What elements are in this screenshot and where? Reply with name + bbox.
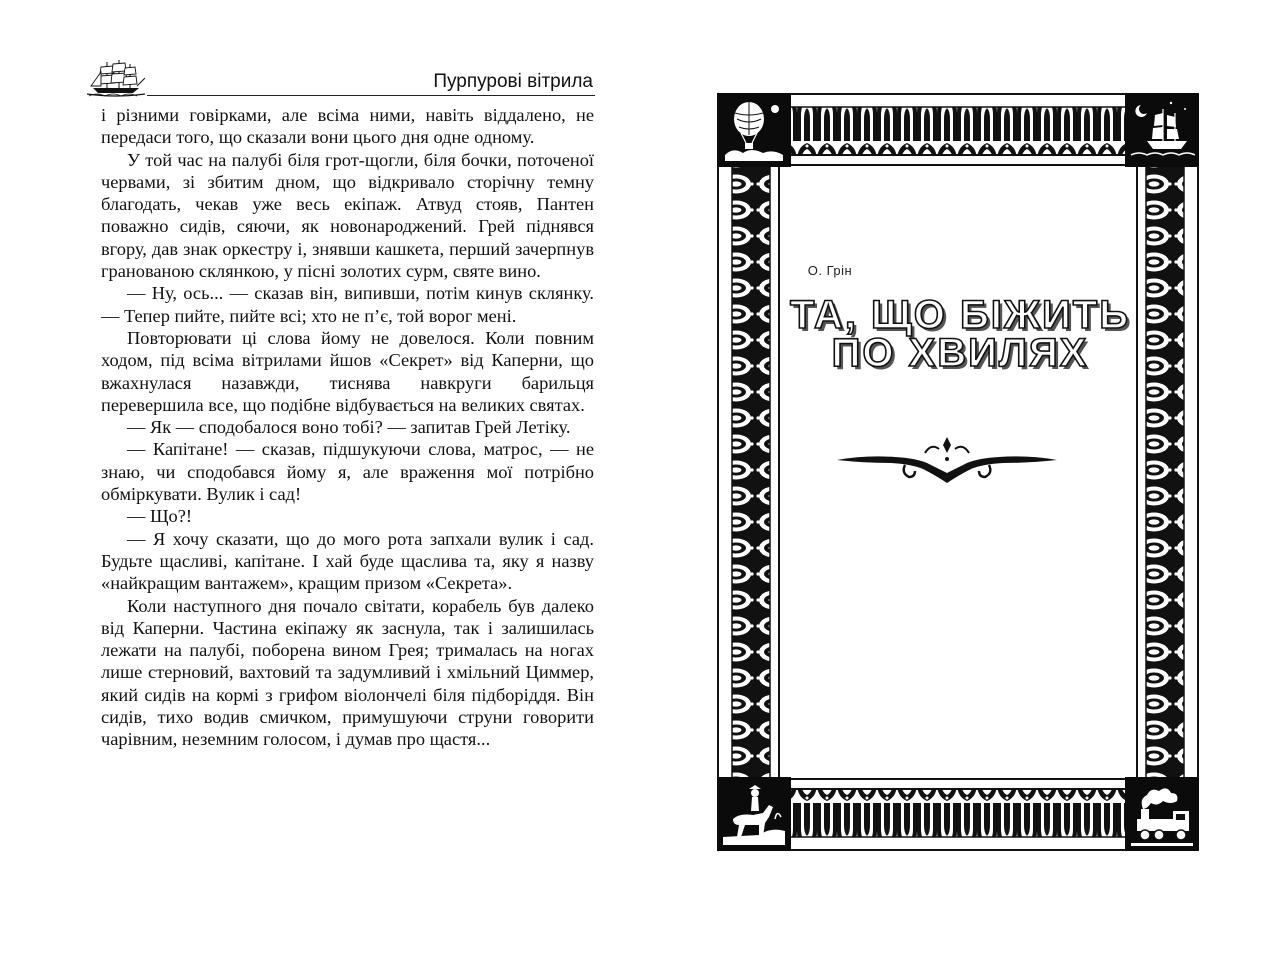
book-title [640, 293, 1280, 375]
paragraph: — Як — сподобалося воно тобі? — запитав Грей Летіку. [127, 417, 571, 438]
paragraph: Коли наступного дня почало світати, корабель був далеко від Каперни. Частина екіпажу як заснула, так і залишилась лежати на палубі, поборена вином Грея; трималась на ногах лише стерновий, вахтовий та задумливий і хмільний Циммер, який сидів на кормі з грифом віолончелі біля підборіддя. Він сидів, тихо водив смичком, примушуючи струни говорити чарівним, неземним голосом, і думав про щастя... [101, 595, 594, 750]
author-name: О. Грін [807, 263, 853, 278]
hot-air-balloon-icon [719, 95, 789, 165]
book-title-line-1: ТА, ЩО БІЖИТЬ [790, 293, 1130, 337]
steam-locomotive-icon [1127, 779, 1197, 849]
body-text [101, 104, 594, 751]
corner-tile-bottom-right [1125, 777, 1199, 851]
sailing-ship-icon [85, 58, 147, 98]
running-head-rule [147, 95, 595, 96]
paragraph: і різними говірками, але всіма ними, навіть віддалено, не передаси того, що сказали вони цього дня одне одному. [101, 105, 594, 148]
ship-at-night-icon [1127, 95, 1197, 165]
paragraph: — Ну, ось... — сказав він, випивши, потім кинув склянку. — Тепер пийте, пийте всі; хто не п’є, той ворог мені. [101, 283, 594, 326]
paragraph: Повторювати ці слова йому не довелося. Коли повним ходом, під всіма вітрилами йшов «Секрет» від Каперни, що вжахнулася назавжди, тиснява навкруги барильця перевершила все, що подібне відбувається на великих святах. [101, 327, 594, 415]
running-head-title: Пурпурові вітрила [433, 71, 593, 92]
ornamental-flourish-icon [835, 433, 1059, 489]
book-title-line-2: ПО ХВИЛЯХ [831, 331, 1089, 375]
corner-tile-top-left [717, 93, 791, 167]
corner-tile-bottom-left [717, 777, 791, 851]
corner-tile-top-right [1125, 93, 1199, 167]
paragraph: — Капітане! — сказав, підшукуючи слова, матрос, — не знаю, чи сподобався йому я, але враження мої потрібно обміркувати. Вулик і сад! [101, 439, 594, 505]
paragraph: — Що?! [127, 506, 193, 527]
horse-rider-icon [719, 779, 789, 849]
right-page [640, 0, 1280, 959]
running-head [85, 58, 595, 98]
paragraph: — Я хочу сказати, що до мого рота запхали вулик і сад. Будьте щасливі, капітане. І хай буде щаслива та, яку я назву «найкращим вантажем», кращим призом «Секрета». [101, 528, 594, 594]
paragraph: У той час на палубі біля грот-щогли, біля бочки, поточеної червами, зі збитим дном, що відкривало сторічну темну благодать, чекав уже весь екіпаж. Атвуд стояв, Пантен поважно сидів, сяючи, як новонароджений. Грей піднявся вгору, дав знак оркестру і, знявши кашкета, перший зачерпнув гранованою склянкою, у пісні золотих сурм, святе вино. [101, 149, 594, 282]
